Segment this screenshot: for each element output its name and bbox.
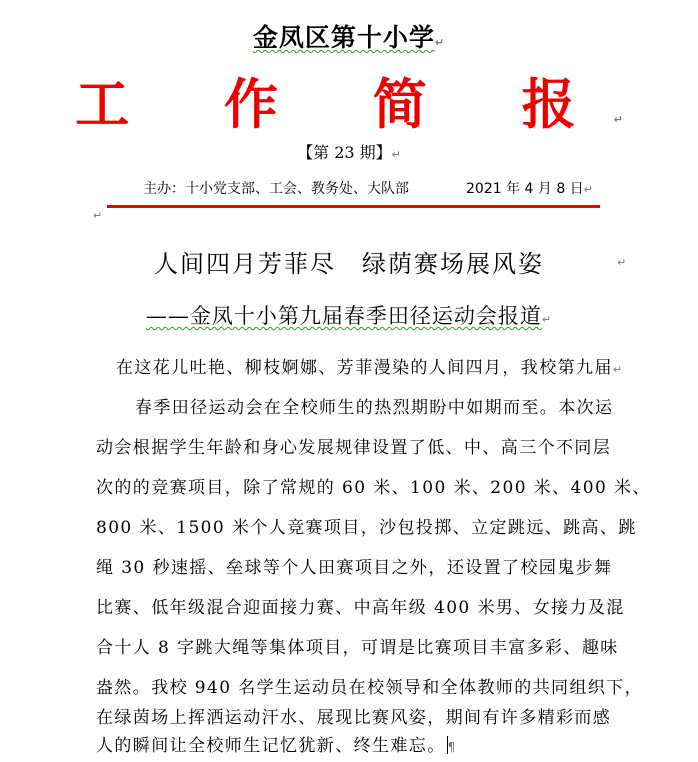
red-divider-line bbox=[107, 205, 600, 208]
paragraph-mark: ↵ bbox=[617, 256, 627, 269]
body-line-9: 盎然。我校 940 名学生运动员在校领导和全体教师的共同组织下， bbox=[96, 678, 644, 698]
paragraph-mark: ↵ bbox=[93, 209, 103, 222]
school-name: 金凤区第十小学↵ bbox=[252, 23, 446, 52]
body-line-3: 动会根据学生年龄和身心发展规律设置了低、中、高三个不同层 bbox=[96, 438, 612, 458]
body-line-10: 在绿茵场上挥洒运动汗水、展现比赛风姿，期间有许多精彩而感 bbox=[96, 708, 612, 728]
body-line-1: 在这花儿吐艳、柳枝婀娜、芳菲漫染的人间四月，我校第九届↵ bbox=[116, 358, 624, 378]
body-line-7: 比赛、低年级混合迎面接力赛、中高年级 400 米男、女接力及混 bbox=[96, 598, 625, 618]
body-line-4: 次的的竞赛项目，除了常规的 60 米、100 米、200 米、400 米、 bbox=[96, 478, 651, 498]
sponsor-line: 主办：十小党支部、工会、教务处、大队部 bbox=[143, 181, 409, 197]
body-line-2: 春季田径运动会在全校师生的热烈期盼中如期而至。本次运 bbox=[135, 398, 614, 418]
body-line-8: 合十人 8 字跳大绳等集体项目，可谓是比赛项目丰富多彩、趣味 bbox=[96, 638, 619, 658]
bulletin-title: 工 作 简 报↵ bbox=[75, 72, 623, 136]
body-line-6: 绳 30 秒速摇、垒球等个人田赛项目之外，还设置了校园鬼步舞 bbox=[96, 558, 613, 578]
issue-date: 2021 年 4 月 8 日↵ bbox=[466, 181, 593, 197]
article-headline: 人间四月芳菲尽 绿荫赛场展风姿 bbox=[154, 250, 544, 278]
body-line-11: 人的瞬间让全校师生记忆犹新、终生难忘。 ¶ bbox=[96, 736, 457, 756]
issue-number: 【第 23 期】↵ bbox=[297, 143, 401, 162]
body-line-5: 800 米、1500 米个人竞赛项目，沙包投掷、立定跳远、跳高、跳 bbox=[96, 518, 637, 538]
article-subheadline: ——金凤十小第九届春季田径运动会报道↵ bbox=[145, 304, 553, 328]
